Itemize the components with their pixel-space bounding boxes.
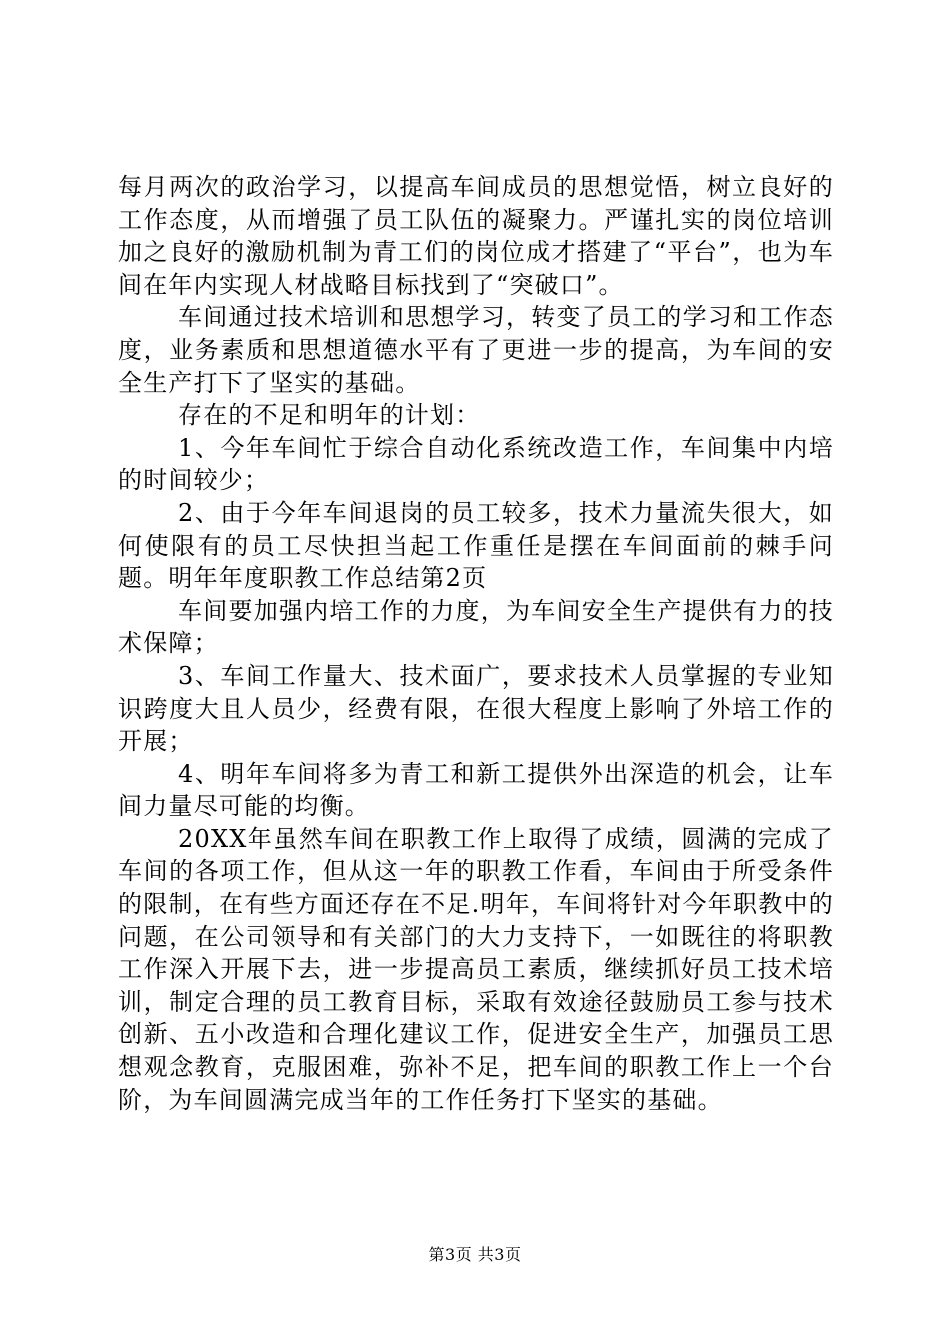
paragraph-item-1: 1、今年车间忙于综合自动化系统改造工作，车间集中内培的时间较少；	[118, 433, 834, 495]
paragraph-item-4: 4、明年车间将多为青工和新工提供外出深造的机会，让车间力量尽可能的均衡。	[118, 759, 834, 821]
document-body	[118, 171, 834, 1116]
paragraph-political-study: 每月两次的政治学习，以提高车间成员的思想觉悟，树立良好的工作态度，从而增强了员工队伍的凝聚力。严谨扎实的岗位培训加之良好的激励机制为青工们的岗位成才搭建了“平台”，也为车间在年内实现人材战略目标找到了“突破口”。	[118, 173, 834, 299]
page-footer: 第3页 共3页	[428, 1245, 522, 1264]
paragraph-internal-training: 车间要加强内培工作的力度，为车间安全生产提供有力的技术保障；	[118, 596, 834, 658]
paragraph-item-3: 3、车间工作量大、技术面广，要求技术人员掌握的专业知识跨度大且人员少，经费有限，在很大程度上影响了外培工作的开展；	[118, 661, 834, 756]
paragraph-conclusion: 20XX年虽然车间在职教工作上取得了成绩，圆满的完成了车间的各项工作，但从这一年的职教工作看，车间由于所受条件的限制，在有些方面还存在不足.明年，车间将针对今年职教中的问题，在公司领导和有关部门的大力支持下，一如既往的将职教工作深入开展下去，进一步提高员工素质，继续抓好员工技术培训，制定合理的员工教育目标，采取有效途径鼓励员工参与技术创新、五小改造和合理化建议工作，促进安全生产，加强员工思想观念教育，克服困难，弥补不足，把车间的职教工作上一个台阶，为车间圆满完成当年的工作任务打下坚实的基础。	[118, 824, 834, 1114]
paragraph-shortcomings-heading: 存在的不足和明年的计划：	[178, 401, 481, 430]
paragraph-training-results: 车间通过技术培训和思想学习，转变了员工的学习和工作态度，业务素质和思想道德水平有了更进一步的提高，为车间的安全生产打下了坚实的基础。	[118, 303, 834, 397]
paragraph-item-2: 2、由于今年车间退岗的员工较多，技术力量流失很大，如何使限有的员工尽快担当起工作重任是摆在车间面前的棘手问题。明年年度职教工作总结第2页	[118, 498, 834, 593]
